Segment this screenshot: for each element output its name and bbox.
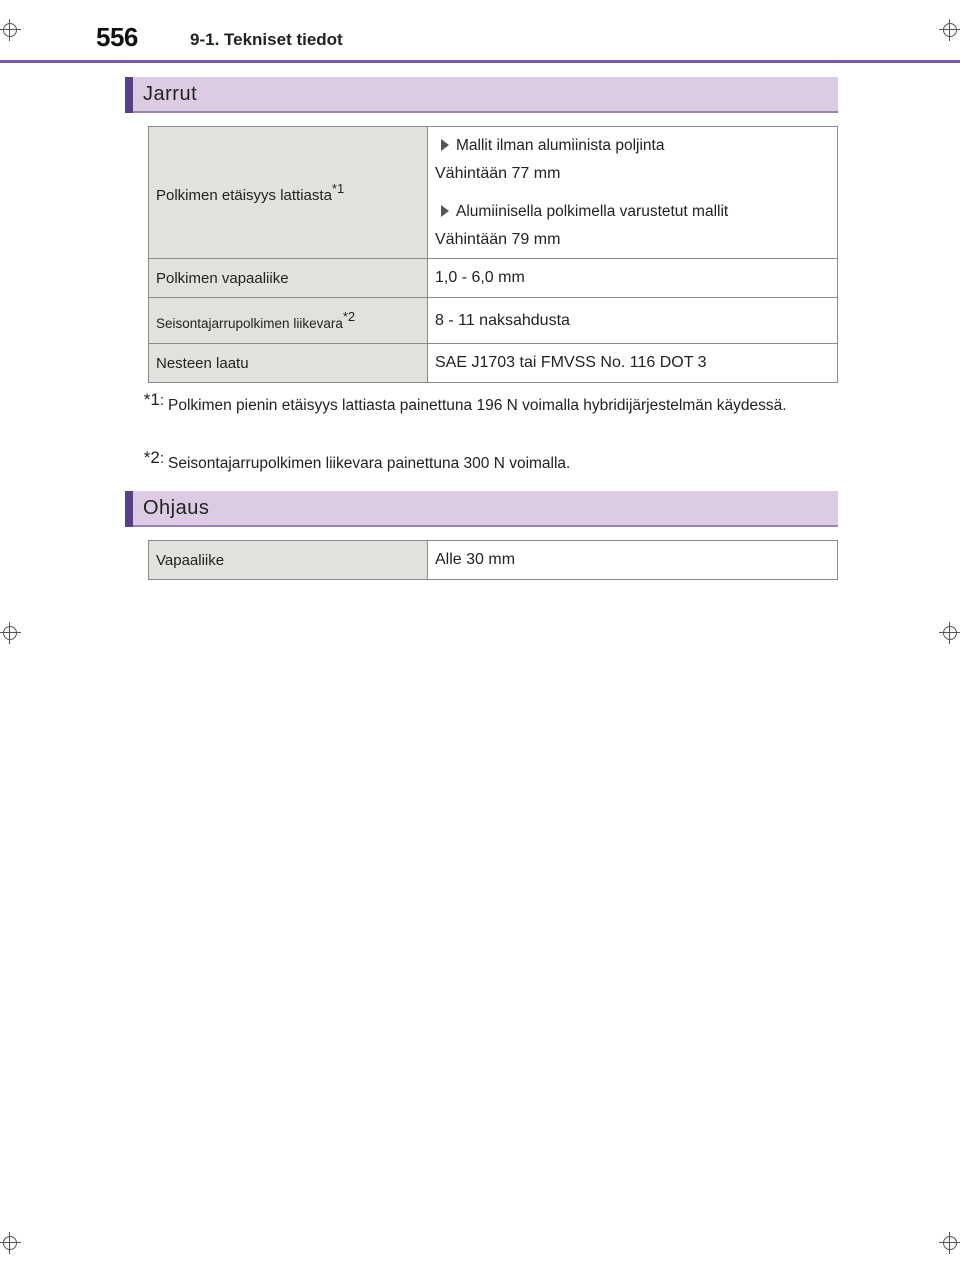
option-value: Vähintään 77 mm bbox=[435, 164, 561, 182]
table-row bbox=[149, 541, 838, 580]
spec-value: Alle 30 mm bbox=[428, 541, 838, 580]
spec-label: Vapaaliike bbox=[149, 541, 428, 580]
bullet-arrow-icon bbox=[441, 139, 449, 151]
registration-mark-icon bbox=[0, 19, 21, 41]
spec-value: SAE J1703 tai FMVSS No. 116 DOT 3 bbox=[428, 344, 838, 383]
spec-label: Polkimen vapaaliike bbox=[149, 259, 428, 298]
option-name: Mallit ilman alumiinista poljinta bbox=[456, 136, 665, 154]
spec-label bbox=[149, 127, 428, 259]
option-name: Alumiinisella polkimella varustetut mallit bbox=[456, 202, 729, 220]
table-row bbox=[149, 127, 838, 259]
spec-value bbox=[428, 127, 838, 259]
footnote bbox=[132, 390, 832, 418]
footnote-ref: *1 bbox=[331, 181, 345, 196]
footnote-mark: *2: bbox=[143, 448, 164, 467]
registration-mark-icon bbox=[939, 19, 960, 41]
spec-label-text: Polkimen etäisyys lattiasta bbox=[156, 187, 332, 204]
footnote-text: Seisontajarrupolkimen liikevara painettuna 300 N voimalla. bbox=[168, 455, 571, 472]
footnote-text: Polkimen pienin etäisyys lattiasta painettuna 196 N voimalla hybridijärjestelmän käydessä. bbox=[168, 397, 787, 414]
page-number: 556 bbox=[96, 22, 138, 52]
spec-value: 1,0 - 6,0 mm bbox=[428, 259, 838, 298]
option-heading bbox=[435, 198, 830, 226]
registration-mark-icon bbox=[0, 1232, 21, 1254]
spec-value: 8 - 11 naksahdusta bbox=[428, 298, 838, 344]
brakes-spec-table bbox=[148, 126, 838, 383]
table-row bbox=[149, 298, 838, 344]
section-heading-steering bbox=[125, 491, 838, 527]
footnote-ref: *2 bbox=[342, 309, 356, 324]
spec-label-text: Seisontajarrupolkimen liikevara bbox=[156, 316, 343, 331]
section-heading-title: Jarrut bbox=[143, 83, 198, 105]
footnote bbox=[132, 448, 832, 476]
section-title: 9-1. Tekniset tiedot bbox=[190, 30, 343, 49]
option-value: Vähintään 79 mm bbox=[435, 230, 561, 248]
spec-label bbox=[149, 298, 428, 344]
section-heading-bar bbox=[125, 491, 133, 527]
section-heading-bar bbox=[125, 77, 133, 113]
table-row bbox=[149, 259, 838, 298]
table-row bbox=[149, 344, 838, 383]
option-heading bbox=[435, 132, 830, 160]
registration-mark-icon bbox=[939, 1232, 960, 1254]
registration-mark-icon bbox=[939, 622, 960, 644]
header-rule bbox=[0, 60, 960, 63]
section-heading-title: Ohjaus bbox=[143, 497, 210, 519]
section-heading-brakes bbox=[125, 77, 838, 113]
spec-label: Nesteen laatu bbox=[149, 344, 428, 383]
steering-spec-table bbox=[148, 540, 838, 580]
registration-mark-icon bbox=[0, 622, 21, 644]
footnote-mark: *1: bbox=[143, 390, 164, 409]
bullet-arrow-icon bbox=[441, 205, 449, 217]
